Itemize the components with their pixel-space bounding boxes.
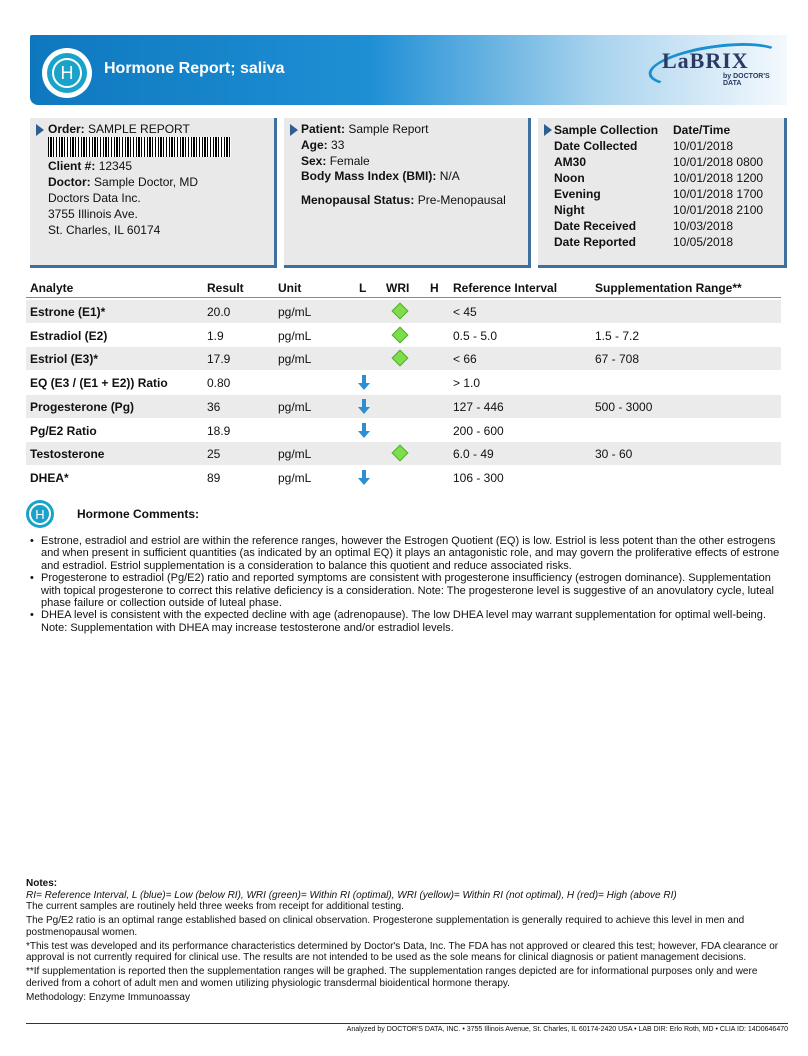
order-info-box: Order: SAMPLE REPORT Client #: 12345 Doctor: Sample Doctor, MD Doctors Data Inc. 3755 Illinois Ave. St. Charles, IL 60174 [30,118,277,268]
low-arrow-icon [357,469,371,486]
within-range-diamond-icon [392,350,409,367]
patient-value: Sample Report [348,122,429,136]
cell-ref: 127 - 446 [453,399,504,414]
hormone-comments-icon: H [26,500,54,528]
cell-analyte: Pg/E2 Ratio [30,423,97,438]
cell-result: 36 [207,399,221,414]
low-arrow-icon [357,374,371,391]
box-marker-icon [544,124,552,136]
address-line-2: 3755 Illinois Ave. [48,207,138,221]
footer: Analyzed by DOCTOR'S DATA, INC. • 3755 Illinois Avenue, St. Charles, IL 60174-2420 USA • LAB DIR: Erlo Roth, MD • CLIA ID: 14D0646470 [26,1023,788,1033]
cell-ref: 6.0 - 49 [453,447,494,462]
notes-title: Notes: [26,878,58,889]
cell-result: 20.0 [207,305,231,319]
comment-item: • Progesterone to estradiol (Pg/E2) ratio and reported symptoms are consistent with progesterone insufficiency (estrogen dominance). Supplementation with topical progesterone to correct this relative deficiency is a consideration. Note: The progesterone level is suggestive of an anovulatory cycle, luteal phase failure or collection outside of luteal phase. [28,572,788,609]
cell-ref: < 45 [453,305,477,319]
table-row [26,347,781,370]
table-row [26,324,781,347]
collection-value: 10/03/2018 [673,219,734,233]
cell-analyte: Estriol (E3)* [30,352,99,367]
comment-item: • Estrone, estradiol and estriol are within the reference ranges, however the Estrogen Quotient (EQ) is low. Estriol is less potent than the other estrogens and when present in sufficient quantities (as indicated by an optimal EQ) it plays an antagonistic role, and may govern the proliferative effects of estrone and estradiol. Estriol supplementation is a consideration to balance this quotient and reduce associated risks. [28,535,788,572]
low-arrow-icon [357,398,371,415]
collection-value: 10/01/2018 1700 [673,187,764,201]
cell-supp: 30 - 60 [595,447,633,462]
cell-result: 18.9 [207,423,231,438]
collection-label: AM30 [554,155,587,169]
comments-title: Hormone Comments: [77,507,200,521]
cell-result: 89 [207,470,221,485]
notes-section [26,878,788,1006]
report-title: Hormone Report; saliva [104,60,285,77]
cell-result: 25 [207,447,221,462]
sample-collection-box: Sample Collection Date/Time Date Collected 10/01/2018 AM30 10/01/2018 0800 Noon 10/01/2018 1200 Evening 10/01/2018 1700 Night 10/01/2018 2100 Date Received 10/03/2018 Date Reported 10/05/2018 [538,118,787,268]
notes-fda: *This test was developed and its performance characteristics determined by Doctor's Data, Inc. The FDA has not approved or cleared this test; however, FDA clearance or approval is not currently required for clinical use. The results are not intended to be used as the sole means for clinical diagnosis or patient management decisions. [26,940,779,963]
table-row [26,442,781,465]
notes-retention: The current samples are routinely held three weeks from receipt for additional testing. [26,901,404,912]
cell-supp: 1.5 - 7.2 [595,328,640,343]
cell-ref: 0.5 - 5.0 [453,328,498,343]
collection-label: Date Collected [554,139,638,153]
collection-value: 10/01/2018 [673,139,734,153]
cell-analyte: EQ (E3 / (E1 + E2)) Ratio [30,376,168,391]
box-marker-icon [290,124,298,136]
cell-analyte: Estradiol (E2) [30,328,108,343]
cell-supp: 500 - 3000 [595,399,653,414]
cell-ref: 106 - 300 [453,470,504,485]
table-row [26,300,781,323]
patient-info-box: Patient: Sample Report Age: 33 Sex: Female Body Mass Index (BMI): N/A Menopausal Status: Pre-Menopausal [284,118,531,268]
table-row [26,466,781,489]
comment-item: • DHEA level is consistent with the expected decline with age (adrenopause). The low DHEA level may warrant supplementation for optimal well-being. Note: Supplementation with DHEA may increase testosterone and/or estradiol levels. [28,609,788,634]
notes-supp: **If supplementation is reported then the supplementation ranges will be graphed. The supplementation ranges depicted are for informational purposes only and were derived from a cohort of adult men and women utilizing physiologic transdermal bioidentical hormone therapy. [26,966,758,989]
cell-unit: pg/mL [278,352,312,367]
cell-ref: > 1.0 [453,376,481,391]
cell-result: 1.9 [207,328,224,343]
results-table-header: Analyte Result Unit L WRI H Reference Interval Supplementation Range** [26,278,781,298]
collection-value: 10/01/2018 1200 [673,171,764,185]
cell-result: 17.9 [207,352,231,367]
collection-label: Date Reported [554,235,637,249]
labrix-logo: LaBRIX by DOCTOR'S DATA [648,45,788,87]
notes-legend: RI= Reference Interval, L (blue)= Low (below RI), WRI (green)= Within RI (optimal), WRI (yellow)= Within RI (not optimal), H (red)= High (above RI) [26,889,677,901]
collection-label: Evening [554,187,601,201]
collection-value: 10/01/2018 0800 [673,155,764,169]
table-row [26,395,781,418]
cell-analyte: Estrone (E1)* [30,305,106,319]
cell-analyte: Progesterone (Pg) [30,399,135,414]
collection-label: Date Received [554,219,637,233]
low-arrow-icon [357,422,371,439]
table-row [26,371,781,394]
doctor-value: Sample Doctor, MD [94,175,199,189]
hormone-icon: H [42,48,92,98]
cell-analyte: DHEA* [30,470,69,485]
age-value: 33 [331,138,345,152]
cell-unit: pg/mL [278,470,312,485]
comments-list [28,535,788,634]
cell-unit: pg/mL [278,399,312,414]
notes-method: Methodology: Enzyme Immunoassay [26,991,190,1003]
sex-value: Female [329,154,370,168]
address-line-3: St. Charles, IL 60174 [48,223,161,237]
client-value: 12345 [98,159,133,173]
order-value: SAMPLE REPORT [88,122,190,136]
within-range-diamond-icon [392,326,409,343]
cell-unit: pg/mL [278,305,312,319]
cell-ref: 200 - 600 [453,423,504,438]
cell-unit: pg/mL [278,447,312,462]
cell-analyte: Testosterone [30,447,105,462]
barcode [48,137,231,157]
cell-unit: pg/mL [278,328,312,343]
within-range-diamond-icon [392,303,409,320]
menopausal-value: Pre-Menopausal [417,193,506,207]
address-line-1: Doctors Data Inc. [48,191,141,205]
notes-ratio: The Pg/E2 ratio is an optimal range established based on clinical observation. Progesterone supplementation is generally required to achieve this level in men and postmenopausal women. [26,915,745,938]
within-range-diamond-icon [392,445,409,462]
collection-label: Noon [554,171,585,185]
table-row [26,419,781,442]
cell-supp: 67 - 708 [595,352,640,367]
cell-ref: < 66 [453,352,477,367]
collection-value: 10/01/2018 2100 [673,203,764,217]
collection-value: 10/05/2018 [673,235,734,249]
box-marker-icon [36,124,44,136]
collection-label: Night [554,203,585,217]
cell-result: 0.80 [207,376,231,391]
bmi-value: N/A [439,169,460,183]
